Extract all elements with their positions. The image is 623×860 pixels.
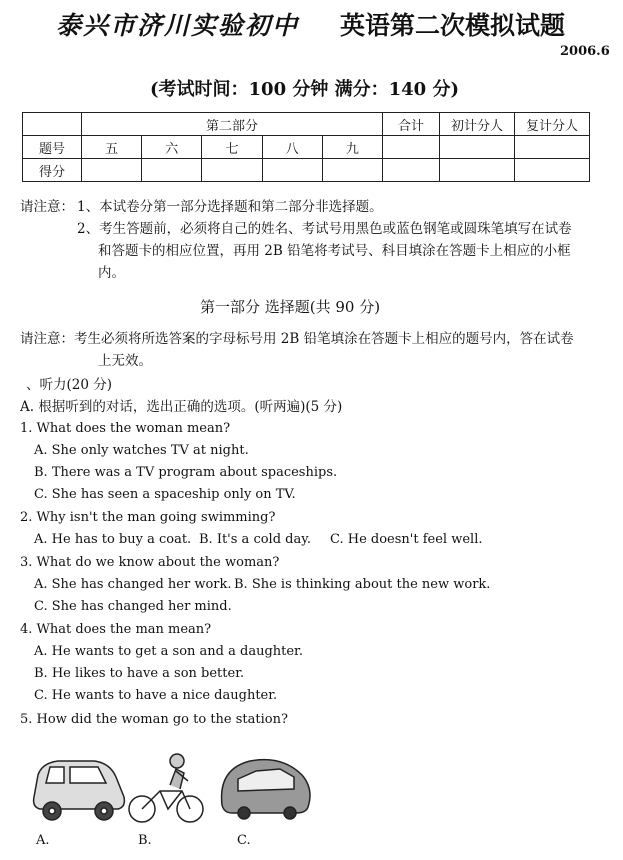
option-1b: B. There was a TV program about spaceships. [34, 465, 338, 480]
option-5a: A. [36, 833, 50, 848]
option-3c: C. She has changed her mind. [34, 599, 232, 614]
school-name: 泰兴市济川实验初中 [56, 11, 300, 40]
question-number: 八 [262, 136, 322, 159]
option-1c: C. She has seen a spaceship only on TV. [34, 487, 296, 502]
bus-icon [222, 760, 310, 819]
time-info: (考试时间：100 分钟 满分：140 分) [150, 79, 459, 100]
note-item-2: 2、考生答题前，必须将自己的姓名、考试号用黑色或蓝色钢笔或圆珠笔填写在试卷 [77, 221, 572, 237]
option-2b: B. It's a cold day. [199, 532, 311, 547]
score-cell [82, 159, 142, 182]
notes-label: 请注意： [20, 199, 74, 215]
first-scorer-header: 初计分人 [440, 113, 515, 136]
note-item-1: 1、本试卷分第一部分选择题和第二部分非选择题。 [77, 199, 383, 215]
question-number: 五 [82, 136, 142, 159]
exam-title: 英语第二次模拟试题 [340, 11, 566, 40]
exam-date: 2006.6 [560, 44, 610, 59]
car-icon [34, 761, 125, 820]
option-5c: C. [237, 833, 251, 848]
question-2: 2. Why isn't the man going swimming? [20, 510, 276, 525]
total-header: 合计 [383, 113, 440, 136]
second-scorer-cell [515, 159, 590, 182]
part2-header: 第二部分 [82, 113, 383, 136]
note-item-2-cont: 和答题卡的相应位置，再用 2B 铅笔将考试号、科目填涂在答题卡上相应的小框 [98, 243, 571, 259]
option-3b: B. She is thinking about the new work. [234, 577, 491, 592]
transport-pictures [24, 745, 324, 827]
part1-title: 第一部分 选择题(共 90 分) [200, 298, 381, 316]
option-1a: A. She only watches TV at night. [34, 443, 249, 458]
first-scorer-cell [440, 159, 515, 182]
second-scorer-cell [515, 136, 590, 159]
part1-note-cont: 上无效。 [98, 353, 152, 369]
second-scorer-header: 复计分人 [515, 113, 590, 136]
score-cell [202, 159, 262, 182]
option-4c: C. He wants to have a nice daughter. [34, 688, 278, 703]
score-table [22, 112, 590, 182]
table-corner [23, 113, 82, 136]
total-cell [383, 159, 440, 182]
option-2a: A. He has to buy a coat. [34, 532, 192, 547]
question-number: 九 [322, 136, 382, 159]
question-1: 1. What does the woman mean? [20, 421, 231, 436]
section-a-instruction: A. 根据听到的对话，选出正确的选项。(听两遍)(5 分) [20, 399, 343, 415]
question-3: 3. What do we know about the woman? [20, 555, 280, 570]
option-3a: A. She has changed her work. [34, 577, 232, 592]
score-cell [262, 159, 322, 182]
first-scorer-cell [440, 136, 515, 159]
part1-note: 请注意：考生必须将所选答案的字母标号用 2B 铅笔填涂在答题卡上相应的题号内，答在试卷 [20, 331, 574, 347]
option-4b: B. He likes to have a son better. [34, 666, 245, 681]
score-cell [142, 159, 202, 182]
question-5: 5. How did the woman go to the station? [20, 712, 288, 727]
row-label-score: 得分 [23, 159, 82, 182]
bicycle-icon [129, 754, 203, 822]
question-number: 七 [202, 136, 262, 159]
row-label-number: 题号 [23, 136, 82, 159]
score-cell [322, 159, 382, 182]
question-4: 4. What does the man mean? [20, 622, 212, 637]
listening-heading: 、听力(20 分) [26, 377, 113, 393]
option-2c: C. He doesn't feel well. [330, 532, 483, 547]
option-5b: B. [138, 833, 152, 848]
question-number: 六 [142, 136, 202, 159]
total-cell [383, 136, 440, 159]
option-4a: A. He wants to get a son and a daughter. [34, 644, 303, 659]
note-item-2-end: 内。 [98, 265, 125, 281]
